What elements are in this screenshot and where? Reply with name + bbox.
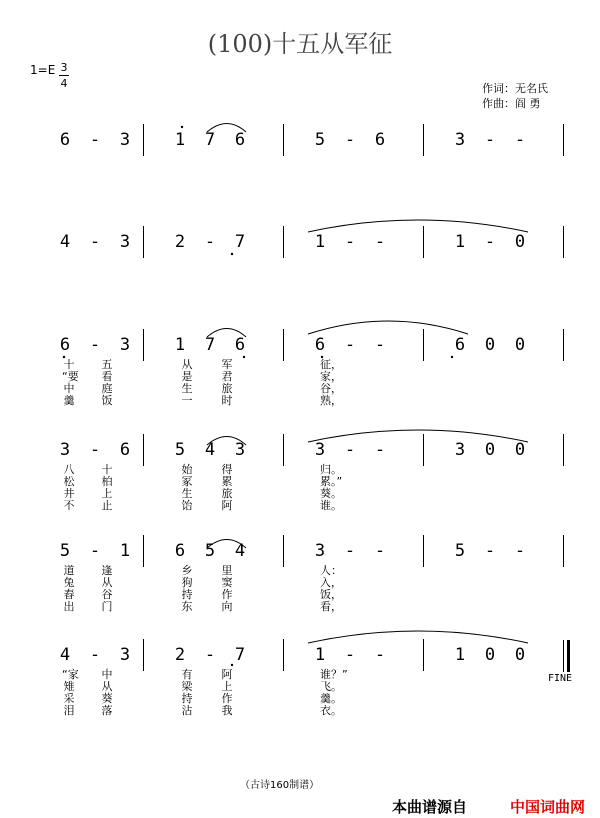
octave-dot bbox=[231, 253, 233, 255]
lyric-syllable: 不 bbox=[63, 499, 75, 512]
lyric-syllable: 中 bbox=[63, 382, 75, 395]
lyric-syllable: “要 bbox=[62, 370, 79, 383]
note: - bbox=[344, 130, 356, 150]
note: 0 bbox=[514, 232, 526, 252]
note: - bbox=[89, 130, 101, 150]
lyric-syllable: 人： bbox=[320, 564, 342, 577]
lyric-syllable: 君 bbox=[221, 370, 233, 383]
site-name: 中国词曲网 bbox=[510, 798, 586, 816]
lyric-syllable: 军 bbox=[221, 358, 233, 371]
note: - bbox=[344, 232, 356, 252]
lyric-syllable: 葵 bbox=[101, 692, 113, 705]
note: - bbox=[514, 541, 526, 561]
lyric-syllable: 泪 bbox=[63, 704, 75, 717]
lyric-syllable: 采 bbox=[63, 692, 75, 705]
note: 3 bbox=[454, 130, 466, 150]
note: 6 bbox=[234, 130, 246, 150]
note: - bbox=[89, 440, 101, 460]
note: 3 bbox=[119, 645, 131, 665]
lyric-syllable: 作 bbox=[221, 692, 233, 705]
lyric-syllable: 乡 bbox=[181, 564, 193, 577]
lyric-syllable: 归。 bbox=[320, 463, 342, 476]
lyric-syllable: 上 bbox=[101, 487, 113, 500]
note: 0 bbox=[484, 440, 496, 460]
lyric-syllable: 羹 bbox=[63, 394, 75, 407]
time-signature-bottom: 4 bbox=[60, 77, 68, 90]
note: 2 bbox=[174, 645, 186, 665]
octave-dot bbox=[63, 356, 65, 358]
lyric-syllable: 柏 bbox=[101, 475, 113, 488]
note: - bbox=[374, 232, 386, 252]
note: - bbox=[374, 335, 386, 355]
lyric-syllable: 作 bbox=[221, 588, 233, 601]
note: 4 bbox=[59, 645, 71, 665]
lyric-syllable: 从 bbox=[101, 680, 113, 693]
lyric-syllable: 落 bbox=[101, 704, 113, 717]
note: 1 bbox=[314, 645, 326, 665]
lyric-syllable: 旅 bbox=[221, 382, 233, 395]
note: - bbox=[89, 541, 101, 561]
note: 6 bbox=[374, 130, 386, 150]
note: 5 bbox=[204, 541, 216, 561]
note: 6 bbox=[314, 335, 326, 355]
lyric-syllable: 狗 bbox=[181, 576, 193, 589]
note: 0 bbox=[484, 645, 496, 665]
lyric-syllable: 饭 bbox=[101, 394, 113, 407]
final-barline-thin bbox=[563, 640, 564, 672]
note: 1 bbox=[454, 645, 466, 665]
lyric-syllable: 是 bbox=[181, 370, 193, 383]
note: 7 bbox=[234, 645, 246, 665]
lyric-syllable: 八 bbox=[63, 463, 75, 476]
octave-dot bbox=[321, 356, 323, 358]
lyric-syllable: 旅 bbox=[221, 487, 233, 500]
lyric-syllable: 谁？” bbox=[320, 668, 348, 681]
slur bbox=[207, 329, 246, 338]
note: - bbox=[89, 335, 101, 355]
note: - bbox=[344, 645, 356, 665]
lyric-syllable: 一 bbox=[181, 394, 193, 407]
note: 3 bbox=[119, 232, 131, 252]
note: - bbox=[89, 645, 101, 665]
note: - bbox=[514, 130, 526, 150]
note: 3 bbox=[314, 541, 326, 561]
lyric-syllable: 飞。 bbox=[320, 680, 342, 693]
note: 7 bbox=[204, 335, 216, 355]
tie bbox=[308, 220, 528, 232]
note: 5 bbox=[314, 130, 326, 150]
lyric-syllable: 舂 bbox=[63, 588, 75, 601]
lyric-syllable: 有 bbox=[181, 668, 193, 681]
lyric-syllable: 我 bbox=[221, 704, 233, 717]
lyric-syllable: 道 bbox=[63, 564, 75, 577]
octave-dot bbox=[451, 356, 453, 358]
tie bbox=[308, 321, 468, 334]
lyric-syllable: 逢 bbox=[101, 564, 113, 577]
lyric-syllable: 持 bbox=[181, 692, 193, 705]
octave-dot bbox=[243, 356, 245, 358]
note: 1 bbox=[174, 130, 186, 150]
arranger-note: （古诗160制谱） bbox=[240, 780, 320, 791]
note: - bbox=[344, 541, 356, 561]
source-label: 本曲谱源自 bbox=[392, 798, 468, 816]
lyric-syllable: 看， bbox=[320, 600, 342, 613]
tie bbox=[308, 430, 528, 442]
lyric-syllable: 里 bbox=[221, 564, 233, 577]
lyric-syllable: 时 bbox=[221, 394, 233, 407]
fine-mark: FINE bbox=[548, 673, 573, 684]
lyric-syllable: 沾 bbox=[181, 704, 193, 717]
note: 1 bbox=[119, 541, 131, 561]
note: 3 bbox=[119, 335, 131, 355]
lyric-syllable: 松 bbox=[63, 475, 75, 488]
lyric-syllable: 兔 bbox=[63, 576, 75, 589]
key-signature: 1=E bbox=[30, 63, 56, 77]
lyric-syllable: 窦 bbox=[221, 576, 233, 589]
note: 1 bbox=[174, 335, 186, 355]
note: - bbox=[374, 440, 386, 460]
lyric-syllable: 入， bbox=[320, 576, 342, 589]
slur bbox=[207, 124, 246, 133]
lyric-syllable: 井 bbox=[63, 487, 75, 500]
lyric-syllable: 十 bbox=[63, 358, 75, 371]
final-barline-thick bbox=[567, 640, 570, 672]
song-title: (100)十五从军征 bbox=[207, 30, 393, 58]
slur bbox=[207, 540, 246, 549]
note: 3 bbox=[234, 440, 246, 460]
note: 4 bbox=[234, 541, 246, 561]
note: 4 bbox=[59, 232, 71, 252]
note: 5 bbox=[174, 440, 186, 460]
note: 6 bbox=[119, 440, 131, 460]
note: 4 bbox=[204, 440, 216, 460]
octave-dot bbox=[181, 126, 183, 128]
lyric-syllable: 阿 bbox=[221, 668, 233, 681]
note: - bbox=[374, 645, 386, 665]
lyric-syllable: 东 bbox=[181, 600, 193, 613]
lyric-syllable: 持 bbox=[181, 588, 193, 601]
lyric-syllable: 庭 bbox=[101, 382, 113, 395]
lyric-syllable: 出 bbox=[63, 600, 75, 613]
lyric-syllable: 生 bbox=[181, 487, 193, 500]
lyric-syllable: 看 bbox=[101, 370, 113, 383]
note: 5 bbox=[59, 541, 71, 561]
lyric-syllable: 雉 bbox=[63, 680, 75, 693]
lyric-syllable: 谷， bbox=[320, 382, 342, 395]
lyric-syllable: 谁。 bbox=[320, 499, 342, 512]
lyric-syllable: 得 bbox=[221, 463, 233, 476]
note: 3 bbox=[454, 440, 466, 460]
note: 3 bbox=[59, 440, 71, 460]
note: - bbox=[204, 232, 216, 252]
lyric-syllable: 累 bbox=[221, 475, 233, 488]
note: 3 bbox=[119, 130, 131, 150]
note: 0 bbox=[514, 335, 526, 355]
lyric-syllable: 征， bbox=[320, 358, 342, 371]
lyric-syllable: 从 bbox=[181, 358, 193, 371]
note: - bbox=[484, 130, 496, 150]
tie bbox=[308, 631, 528, 643]
note: - bbox=[204, 645, 216, 665]
lyric-syllable: 阿 bbox=[221, 499, 233, 512]
lyric-syllable: 谷 bbox=[101, 588, 113, 601]
lyric-syllable: 饭， bbox=[320, 588, 342, 601]
time-signature-top: 3 bbox=[60, 61, 68, 74]
lyric-syllable: 从 bbox=[101, 576, 113, 589]
note: 7 bbox=[204, 130, 216, 150]
note: - bbox=[484, 541, 496, 561]
lyric-syllable: 饴 bbox=[181, 499, 193, 512]
note: 0 bbox=[484, 335, 496, 355]
lyric-syllable: 门 bbox=[101, 600, 113, 613]
slur bbox=[207, 437, 246, 446]
note: - bbox=[374, 541, 386, 561]
lyric-syllable: 梁 bbox=[181, 680, 193, 693]
note: - bbox=[484, 232, 496, 252]
lyric-syllable: 十 bbox=[101, 463, 113, 476]
lyric-syllable: 葵。 bbox=[320, 487, 342, 500]
lyric-syllable: 冢 bbox=[181, 475, 193, 488]
note: 0 bbox=[514, 645, 526, 665]
note: 0 bbox=[514, 440, 526, 460]
note: 1 bbox=[314, 232, 326, 252]
lyric-syllable: 始 bbox=[181, 463, 193, 476]
note: 6 bbox=[234, 335, 246, 355]
note: 6 bbox=[454, 335, 466, 355]
lyric-syllable: 中 bbox=[101, 668, 113, 681]
note: - bbox=[344, 440, 356, 460]
note: 3 bbox=[314, 440, 326, 460]
note: 6 bbox=[59, 335, 71, 355]
lyric-syllable: 生 bbox=[181, 382, 193, 395]
lyricist-credit: 作词：无名氏 bbox=[482, 82, 548, 95]
note: 5 bbox=[454, 541, 466, 561]
note: 1 bbox=[454, 232, 466, 252]
lyric-syllable: 熟， bbox=[320, 394, 342, 407]
octave-dot bbox=[231, 664, 233, 666]
note: - bbox=[89, 232, 101, 252]
lyric-syllable: 上 bbox=[221, 680, 233, 693]
note: - bbox=[344, 335, 356, 355]
lyric-syllable: 止 bbox=[101, 499, 113, 512]
note: 6 bbox=[59, 130, 71, 150]
lyric-syllable: 衣。 bbox=[320, 704, 342, 717]
note: 6 bbox=[174, 541, 186, 561]
note: 7 bbox=[234, 232, 246, 252]
lyric-syllable: 羹。 bbox=[320, 692, 342, 705]
note: 2 bbox=[174, 232, 186, 252]
composer-credit: 作曲：阎 勇 bbox=[482, 97, 541, 110]
lyric-syllable: 累。” bbox=[320, 475, 343, 488]
lyric-syllable: 家， bbox=[320, 370, 342, 383]
lyric-syllable: “家 bbox=[62, 668, 79, 681]
lyric-syllable: 向 bbox=[221, 600, 233, 613]
lyric-syllable: 五 bbox=[101, 358, 113, 371]
